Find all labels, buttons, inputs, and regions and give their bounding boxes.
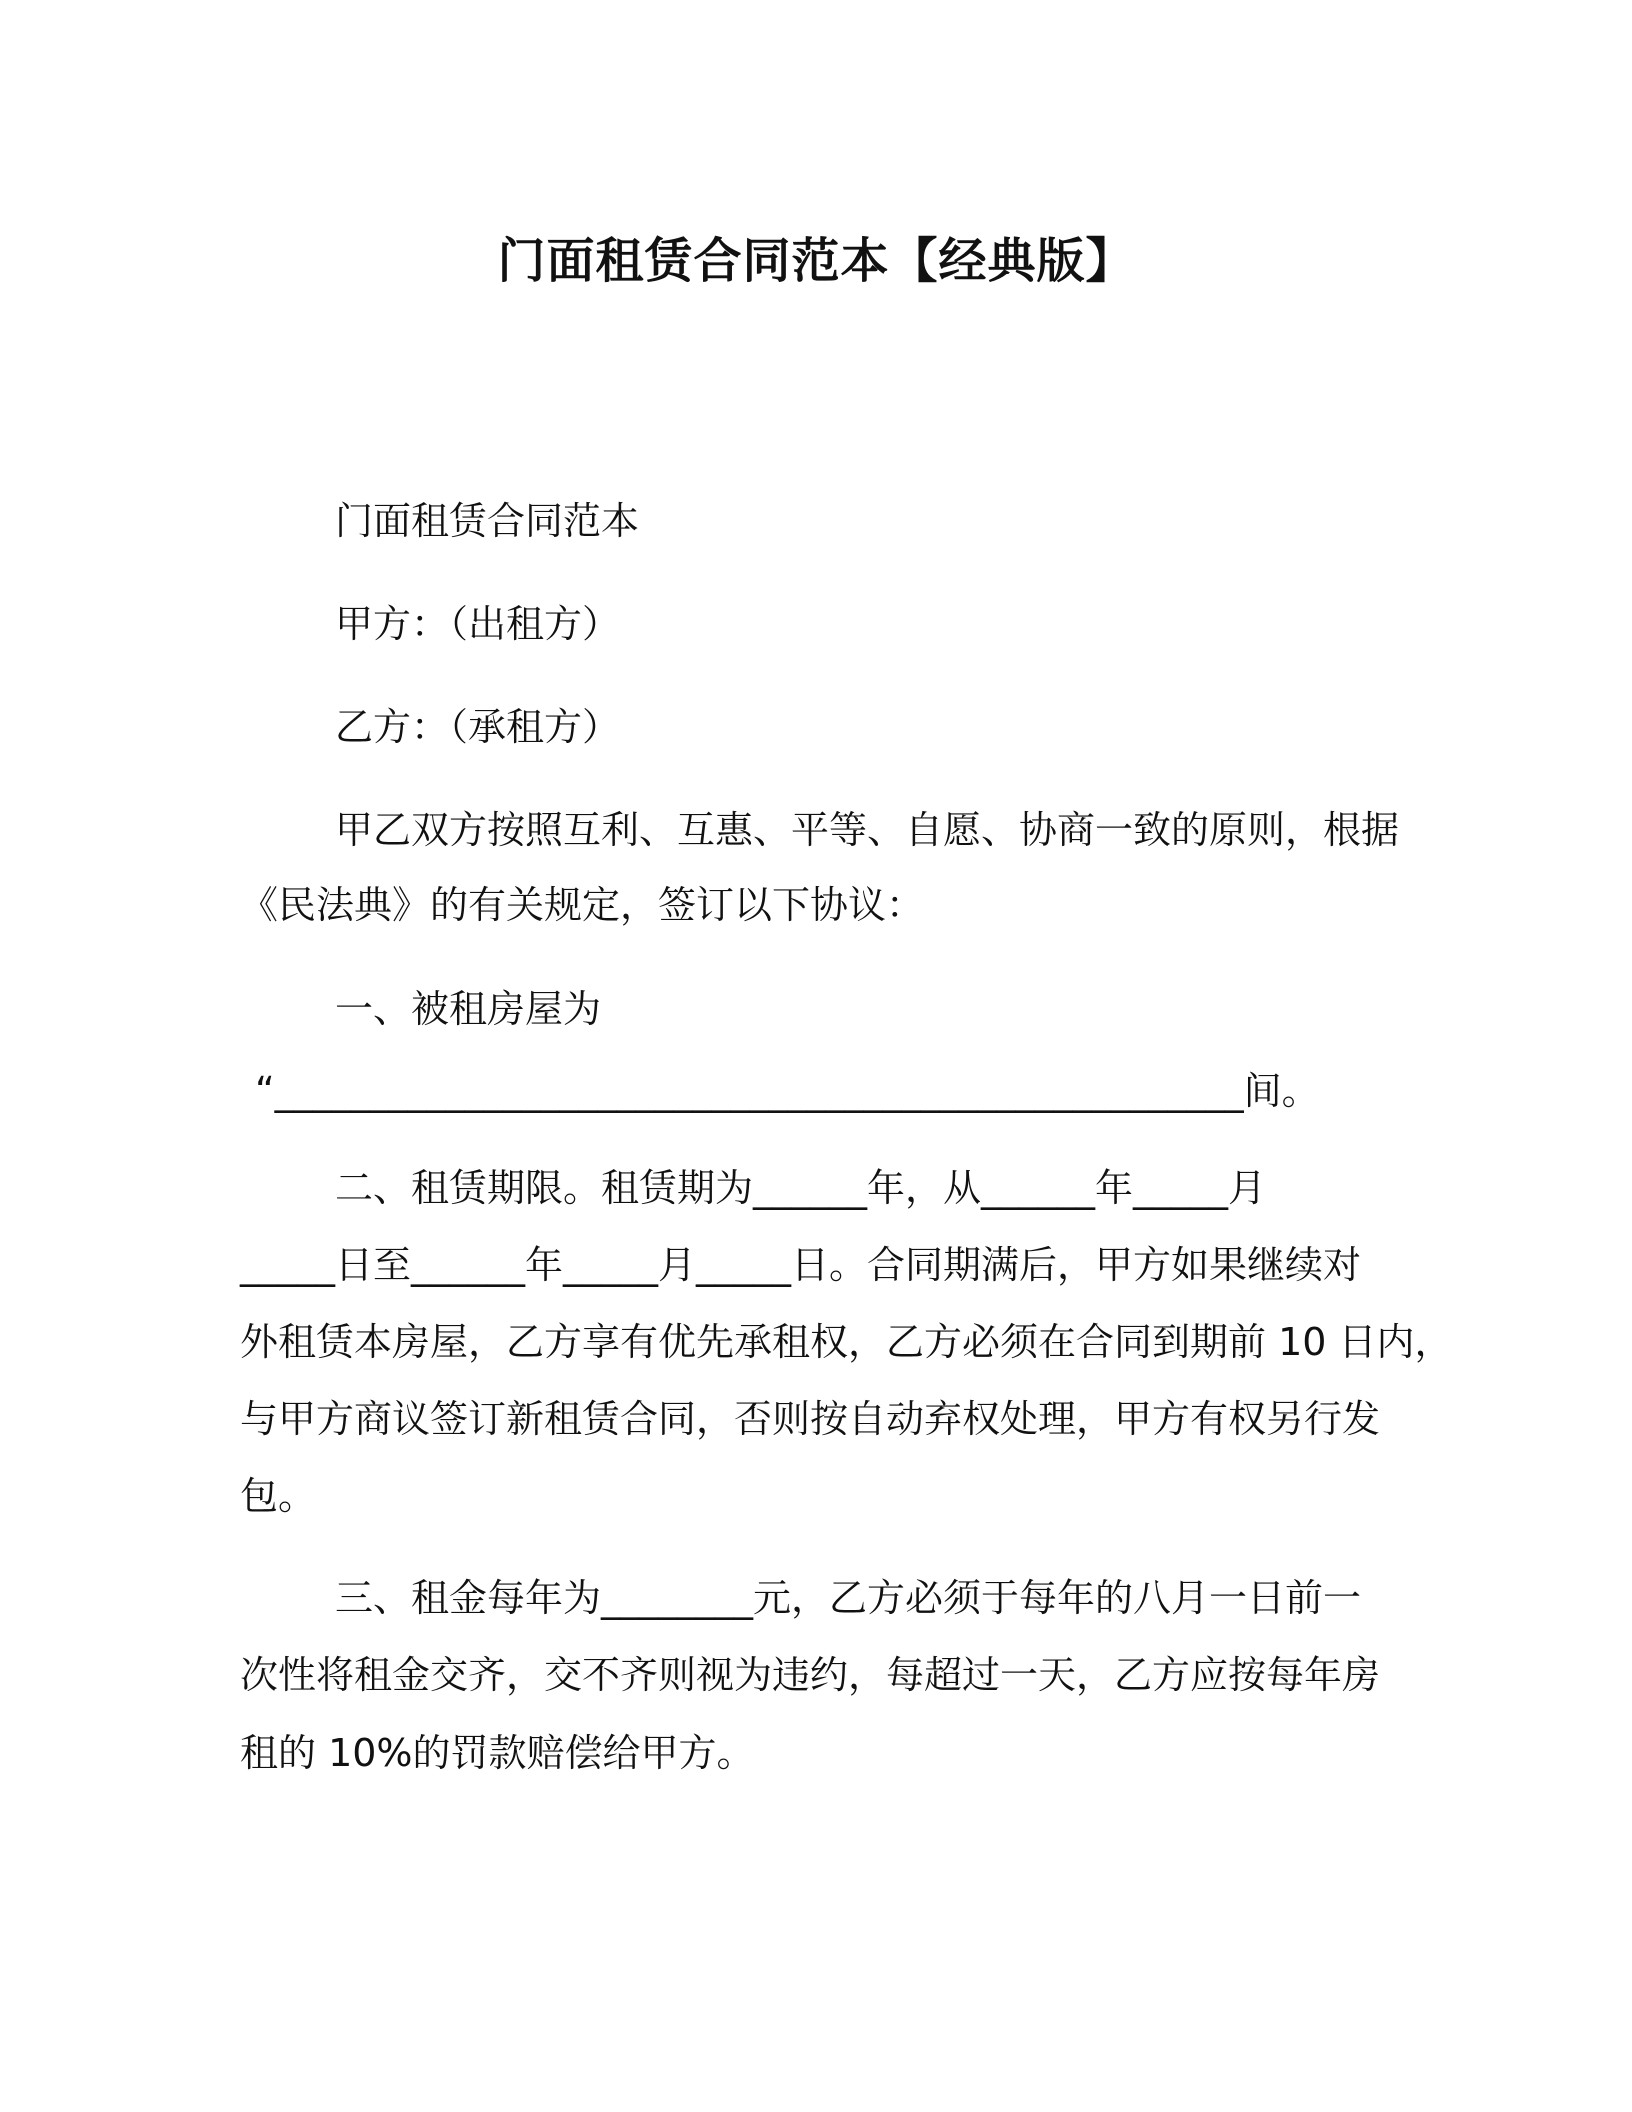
document-subtitle: 门面租赁合同范本 (335, 499, 640, 543)
clause1-line-1: 一、被租房屋为 (335, 987, 602, 1031)
clause2-line-2: _____日至______年_____月_____日。合同期满后，甲方如果继续对 (240, 1243, 1362, 1287)
clause3-line-2: 次性将租金交齐，交不齐则视为违约，每超过一天，乙方应按每年房 (240, 1653, 1381, 1697)
party-b-line: 乙方：（承租方） (335, 705, 621, 749)
intro-line-2: 《民法典》的有关规定，签订以下协议： (240, 883, 925, 927)
clause1-line-2: “___________________________________________________间。 (255, 1069, 1320, 1113)
clause2-line-4: 与甲方商议签订新租赁合同，否则按自动弃权处理，甲方有权另行发 (240, 1397, 1381, 1441)
clause2-line-5: 包。 (240, 1474, 317, 1518)
clause3-line-1: 三、租金每年为________元，乙方必须于每年的八月一日前一 (335, 1576, 1362, 1620)
clause3-line-3: 租的 10%的罚款赔偿给甲方。 (240, 1731, 755, 1775)
clause2-line-3: 外租赁本房屋，乙方享有优先承租权，乙方必须在合同到期前 10 日内， (240, 1320, 1453, 1364)
document-title: 门面租赁合同范本【经典版】 (497, 233, 1135, 289)
clause2-line-1: 二、租赁期限。租赁期为______年，从______年_____月 (335, 1166, 1267, 1210)
party-a-line: 甲方：（出租方） (335, 602, 621, 646)
intro-line-1: 甲乙双方按照互利、互惠、平等、自愿、协商一致的原则，根据 (335, 808, 1400, 852)
